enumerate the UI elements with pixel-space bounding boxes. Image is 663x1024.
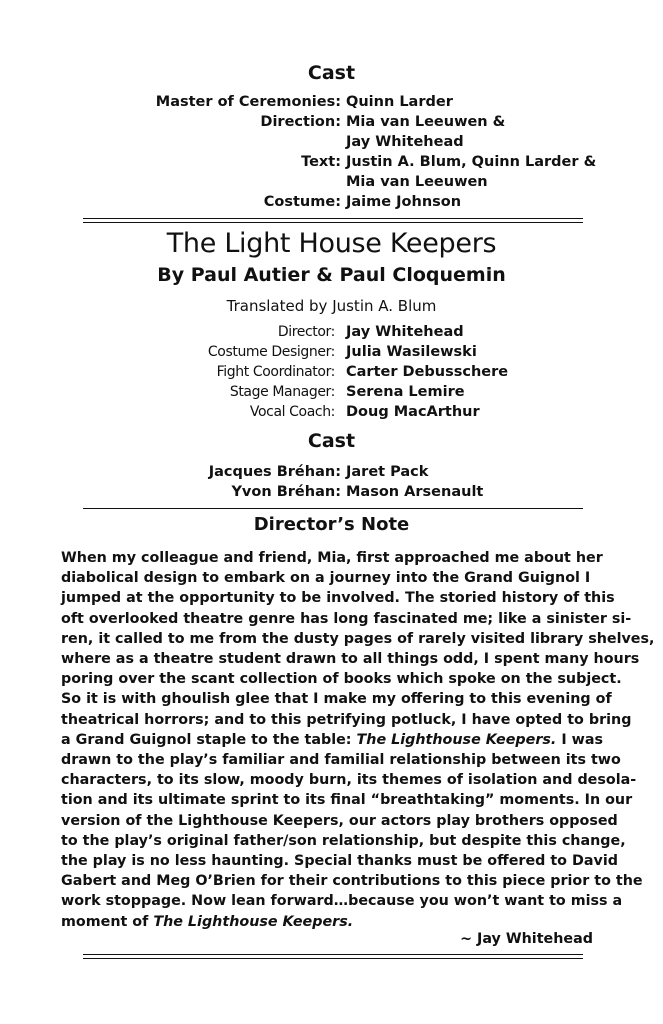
play-authors: By Paul Autier & Paul Cloquemin [157, 264, 506, 286]
play-title-reference: The Lighthouse Keepers. [153, 913, 354, 930]
note-line [61, 730, 606, 750]
note-text: I was [556, 731, 603, 748]
divider-rule [83, 954, 583, 955]
credit-name: Mia van Leeuwen & [346, 114, 506, 130]
crew-row [0, 384, 663, 404]
note-text: a Grand Guignol staple to the table: [61, 731, 357, 748]
play-title-reference: The Lighthouse Keepers. [356, 731, 557, 748]
note-line: diabolical design to embark on a journey into the Grand Guignol I [61, 570, 591, 587]
note-line: poring over the scant collection of books which spoke on the subject. [61, 671, 622, 688]
character-name: Yvon Bréhan: [231, 484, 341, 500]
divider-rule [83, 958, 583, 959]
note-line [61, 912, 606, 932]
crew-role: Director: [277, 324, 335, 340]
crew-row [0, 324, 663, 344]
credit-row [0, 154, 663, 174]
cast-heading: Cast [307, 62, 356, 84]
crew-name: Julia Wasilewski [346, 344, 477, 360]
cast-row [0, 464, 663, 484]
note-line: theatrical horrors; and to this petrifying potluck, I have opted to bring [61, 711, 632, 728]
crew-name: Doug MacArthur [346, 404, 480, 420]
credit-name: Quinn Larder [346, 94, 453, 110]
credit-row [0, 174, 663, 194]
credit-name: Mia van Leeuwen [346, 174, 488, 190]
note-line: tion and its ultimate sprint to its final “breathtaking” moments. In our [61, 792, 633, 809]
actor-name: Jaret Pack [346, 464, 429, 480]
crew-row [0, 364, 663, 384]
credit-name: Justin A. Blum, Quinn Larder & [346, 154, 597, 170]
note-line: work stoppage. Now lean forward…because you won’t want to miss a [61, 893, 623, 910]
credit-name: Jaime Johnson [346, 194, 462, 210]
note-line: where as a theatre student drawn to all things odd, I spent many hours [61, 651, 640, 668]
credit-row [0, 114, 663, 134]
signature: ~ Jay Whitehead [460, 931, 593, 947]
crew-row [0, 344, 663, 364]
play-cast-heading: Cast [307, 430, 356, 452]
credit-role: Costume: [263, 194, 341, 210]
divider-rule [83, 218, 583, 219]
crew-role: Costume Designer: [207, 344, 335, 360]
note-line: ren, it called to me from the dusty pages of rarely visited library shelves, [61, 630, 655, 647]
crew-row [0, 404, 663, 424]
crew-name: Jay Whitehead [346, 324, 464, 340]
crew-name: Carter Debusschere [346, 364, 509, 380]
directors-note-body [61, 548, 655, 932]
note-line: So it is with ghoulish glee that I make my offering to this evening of [61, 691, 612, 708]
crew-role: Fight Coordinator: [216, 364, 335, 380]
note-line: Gabert and Meg O’Brien for their contributions to this piece prior to the [61, 873, 643, 890]
crew-role: Vocal Coach: [249, 404, 335, 420]
credit-name: Jay Whitehead [346, 134, 464, 150]
note-line: version of the Lighthouse Keepers, our actors play brothers opposed [61, 812, 618, 829]
play-title: The Light House Keepers [166, 228, 497, 259]
note-line: characters, to its slow, moody burn, its themes of isolation and desola- [61, 772, 637, 789]
character-name: Jacques Bréhan: [208, 464, 341, 480]
credit-role: Master of Ceremonies: [155, 94, 341, 110]
divider-rule [83, 508, 583, 509]
crew-name: Serena Lemire [346, 384, 465, 400]
credit-row [0, 134, 663, 154]
note-text: moment of [61, 913, 154, 930]
credit-role: Text: [301, 154, 341, 170]
note-line: When my colleague and friend, Mia, first approached me about her [61, 550, 603, 566]
credit-row [0, 194, 663, 214]
note-line: drawn to the play’s familiar and familial relationship between its two [61, 752, 621, 769]
actor-name: Mason Arsenault [346, 484, 484, 500]
note-line: the play is no less haunting. Special thanks must be offered to David [61, 853, 618, 870]
note-line: jumped at the opportunity to be involved. The storied history of this [61, 590, 615, 607]
play-translator: Translated by Justin A. Blum [226, 297, 437, 315]
directors-note-heading: Director’s Note [253, 514, 410, 535]
cast-row [0, 484, 663, 504]
note-line: oft overlooked theatre genre has long fascinated me; like a sinister si- [61, 610, 632, 627]
credit-row [0, 94, 663, 114]
crew-role: Stage Manager: [229, 384, 335, 400]
credit-role: Direction: [260, 114, 341, 130]
divider-rule [83, 222, 583, 223]
note-line: to the play’s original father/son relationship, but despite this change, [61, 832, 626, 849]
